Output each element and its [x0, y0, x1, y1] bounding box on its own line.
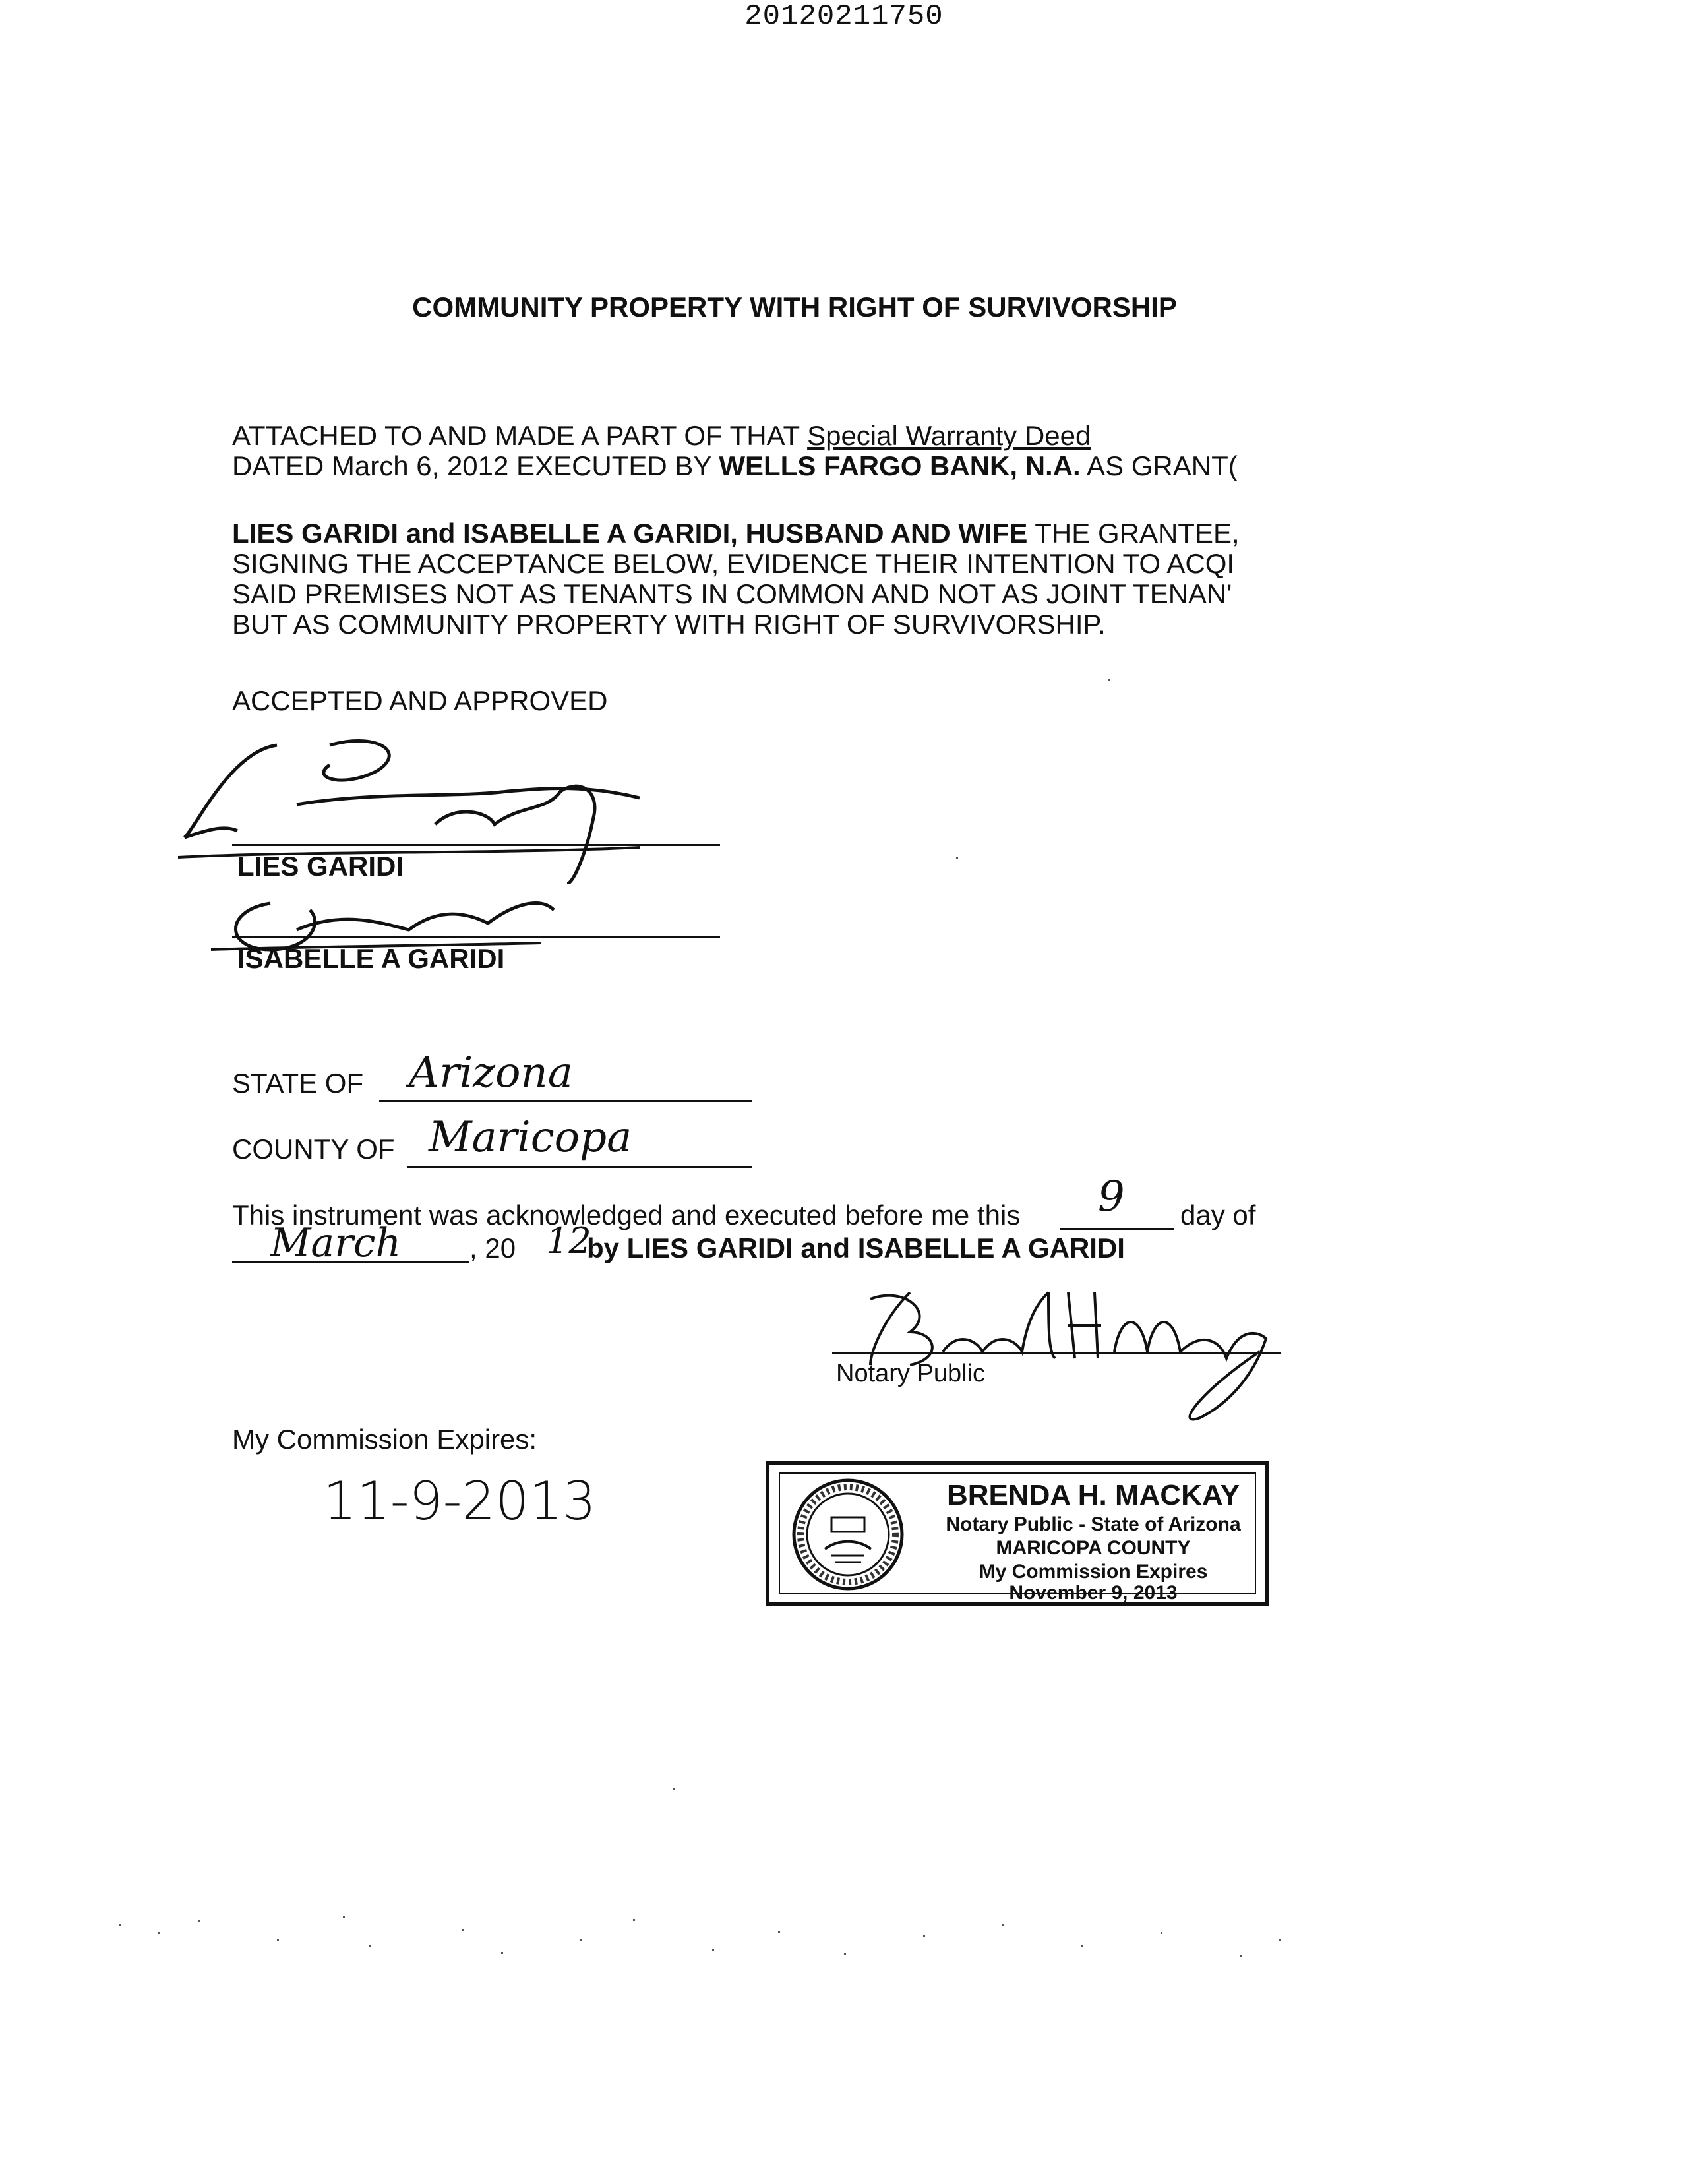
stamp-line-2: MARICOPA COUNTY — [996, 1537, 1191, 1559]
deed-type: Special Warranty Deed — [807, 421, 1091, 451]
attached-line2-prefix: DATED March 6, 2012 EXECUTED BY — [232, 450, 719, 481]
grantee-names: LIES GARIDI and ISABELLE A GARIDI, HUSBAND AND WIFE — [232, 518, 1028, 549]
month-value: March — [270, 1220, 402, 1266]
state-label: STATE OF — [232, 1068, 364, 1099]
document-number: 20120211750 — [744, 0, 944, 33]
stamp-line-4: November 9, 2013 — [1009, 1582, 1178, 1604]
grantor-name: WELLS FARGO BANK, N.A. — [719, 450, 1081, 481]
signatory-2-name: ISABELLE A GARIDI — [237, 943, 505, 974]
day-value: 9 — [1098, 1172, 1125, 1221]
year-prefix: , 20 — [469, 1232, 516, 1263]
acknowledgment-text: This instrument was acknowledged and executed before me this — [232, 1199, 1021, 1230]
grantee-line1-suffix: THE GRANTEE, — [1027, 518, 1240, 549]
commission-value: 11-9-2013 — [323, 1471, 597, 1532]
stamp-notary-name: BRENDA H. MACKAY — [946, 1479, 1240, 1511]
county-value: Maricopa — [429, 1113, 632, 1162]
acknowledged-by: by LIES GARIDI and ISABELLE A GARIDI — [587, 1232, 1125, 1263]
stamp-line-1: Notary Public - State of Arizona — [946, 1513, 1241, 1535]
stamp-line-3: My Commission Expires — [979, 1561, 1208, 1583]
county-label: COUNTY OF — [232, 1134, 395, 1165]
commission-label: My Commission Expires: — [232, 1424, 537, 1455]
day-suffix: day of — [1180, 1199, 1256, 1230]
grantee-line3: SAID PREMISES NOT AS TENANTS IN COMMON AND NOT AS JOINT TENAN' — [232, 578, 1232, 609]
year-value: 12 — [546, 1220, 591, 1261]
accepted-label: ACCEPTED AND APPROVED — [232, 685, 608, 716]
notary-public-label: Notary Public — [836, 1360, 985, 1387]
grantee-line2: SIGNING THE ACCEPTANCE BELOW, EVIDENCE THEIR INTENTION TO ACQI — [232, 548, 1235, 579]
attached-line1-prefix: ATTACHED TO AND MADE A PART OF THAT — [232, 421, 808, 451]
attached-line2-suffix: AS GRANT( — [1080, 450, 1238, 481]
signatory-1-name: LIES GARIDI — [237, 851, 404, 882]
document-title: COMMUNITY PROPERTY WITH RIGHT OF SURVIVORSHIP — [412, 291, 1177, 322]
state-value: Arizona — [409, 1048, 573, 1097]
grantee-line4: BUT AS COMMUNITY PROPERTY WITH RIGHT OF SURVIVORSHIP. — [232, 609, 1106, 640]
